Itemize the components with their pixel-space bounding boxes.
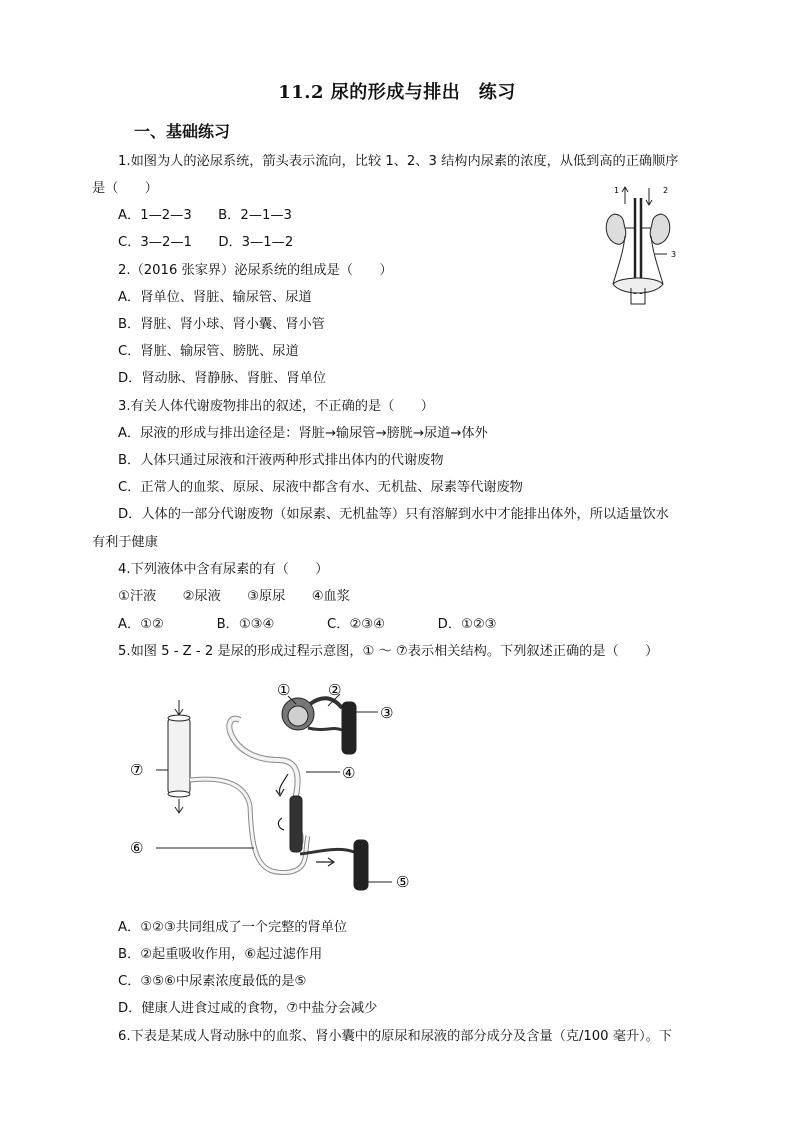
- fig2-label-3: ③: [380, 704, 394, 722]
- fig1-label-3: 3: [671, 250, 677, 259]
- q3-option-b: B．人体只通过尿液和汗液两种形式排出体内的代谢废物: [118, 453, 444, 468]
- q4-stem: 4.下列液体中含有尿素的有（ ）: [118, 562, 329, 577]
- q3-option-a: A．尿液的形成与排出途径是：肾脏→输尿管→膀胱→尿道→体外: [118, 426, 488, 441]
- section-heading: 一、基础练习: [134, 122, 231, 141]
- fig2-label-4: ④: [342, 764, 356, 782]
- q3-option-d-cont: 有利于健康: [92, 535, 158, 550]
- q6-stem: 6.下表是某成人肾动脉中的血浆、肾小囊中的原尿和尿液的部分成分及含量（克/100 毫升）。下: [118, 1029, 673, 1044]
- urinary-system-figure: [595, 184, 695, 308]
- q3-stem: 3.有关人体代谢废物排出的叙述，不正确的是（ ）: [118, 399, 434, 414]
- q1-options-cd: C．3—2—1 D．3—1—2: [118, 235, 294, 250]
- q3-option-d: D．人体的一部分代谢废物（如尿素、无机盐等）只有溶解到水中才能排出体外，所以适量饮水: [118, 507, 669, 522]
- fig2-label-5: ⑤: [396, 873, 410, 891]
- q2-option-c: C．肾脏、输尿管、膀胱、尿道: [118, 344, 299, 359]
- fig2-label-7: ⑦: [130, 761, 144, 779]
- q5-option-d: D．健康人进食过咸的食物，⑦中盐分会减少: [118, 1001, 378, 1016]
- q4-items: ①汗液 ②尿液 ③原尿 ④血浆: [118, 589, 350, 604]
- q1-stem: 1.如图为人的泌尿系统，箭头表示流向，比较 1、2、3 结构内尿素的浓度，从低到高的正确顺序: [118, 154, 679, 169]
- q2-option-d: D．肾动脉、肾静脉、肾脏、肾单位: [118, 371, 326, 386]
- q5-option-a: A．①②③共同组成了一个完整的肾单位: [118, 920, 348, 935]
- q5-stem: 5.如图 5 - Z - 2 是尿的形成过程示意图，① ～ ⑦表示相关结构。下列叙述正确的是（ ）: [118, 644, 659, 659]
- fig1-label-2: 2: [663, 186, 669, 195]
- nephron-figure: [128, 676, 428, 906]
- q2-option-a: A．肾单位、肾脏、输尿管、尿道: [118, 290, 312, 305]
- fig2-label-2: ②: [328, 681, 342, 699]
- q5-option-c: C．③⑤⑥中尿素浓度最低的是⑤: [118, 974, 307, 989]
- q4-options: A．①② B．①③④ C．②③④ D．①②③: [118, 617, 497, 632]
- fig2-label-1: ①: [277, 681, 291, 699]
- q2-stem: 2.（2016 张家界）泌尿系统的组成是（ ）: [118, 263, 393, 278]
- q5-option-b: B．②起重吸收作用，⑥起过滤作用: [118, 947, 323, 962]
- q2-option-b: B．肾脏、肾小球、肾小囊、肾小管: [118, 317, 325, 332]
- q1-options-ab: A．1—2—3 B．2—1—3: [118, 208, 292, 223]
- fig1-label-1: 1: [614, 186, 620, 195]
- q3-option-c: C．正常人的血浆、原尿、尿液中都含有水、无机盐、尿素等代谢废物: [118, 480, 523, 495]
- q1-stem-cont: 是（ ）: [92, 181, 158, 196]
- page-title: 11.2 尿的形成与排出 练习: [278, 82, 516, 103]
- fig2-label-6: ⑥: [130, 839, 144, 857]
